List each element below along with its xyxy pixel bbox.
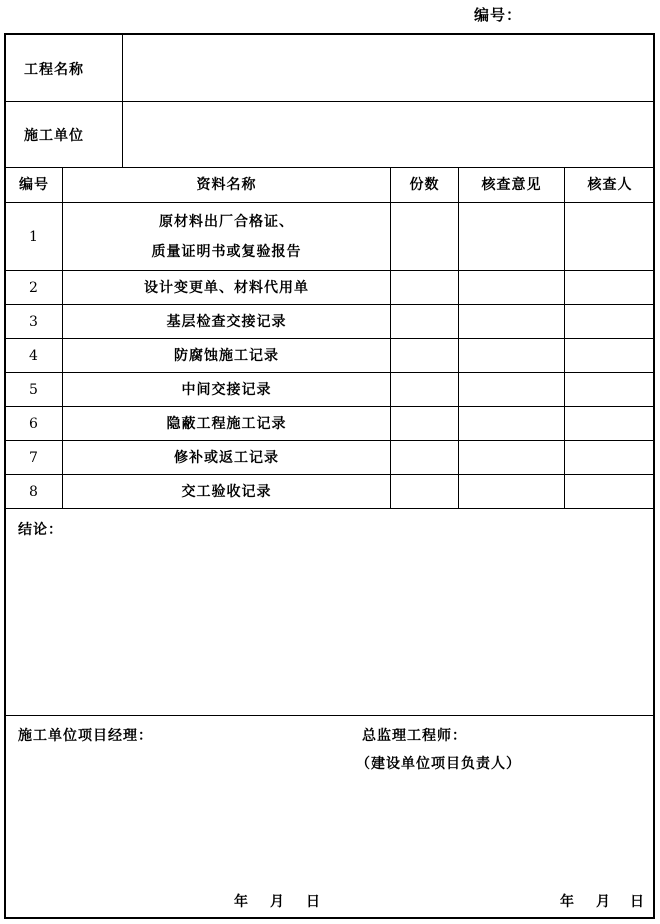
row-8-name: 交工验收记录 — [181, 483, 272, 500]
row-1-name — [63, 203, 390, 270]
row-2-no: 2 — [29, 279, 39, 296]
project-name-label: 工程名称 — [24, 62, 84, 78]
project-manager-label: 施工单位项目经理： — [18, 728, 153, 744]
row-3-name: 基层检查交接记录 — [166, 313, 287, 330]
row-6-name: 隐蔽工程施工记录 — [166, 415, 287, 432]
right-date-day: 日 — [630, 894, 645, 910]
row-7-name: 修补或返工记录 — [174, 449, 279, 466]
conclusion-label: 结论： — [18, 522, 63, 538]
header-copies: 份数 — [409, 177, 440, 193]
row-2-name: 设计变更单、材料代用单 — [144, 279, 309, 296]
row-6-no: 6 — [29, 415, 39, 432]
row-3-no: 3 — [29, 313, 39, 330]
right-date-year: 年 — [560, 894, 575, 910]
header-reviewer: 核查人 — [587, 177, 633, 193]
construction-unit-label: 施工单位 — [24, 128, 84, 144]
row-1-no: 1 — [29, 228, 39, 245]
project-name-value[interactable] — [124, 35, 655, 101]
left-date-month: 月 — [270, 894, 285, 910]
row-1-name-line2: 质量证明书或复验报告 — [151, 243, 302, 260]
row-4-name: 防腐蚀施工记录 — [174, 347, 279, 364]
conclusion-area[interactable] — [6, 509, 655, 715]
row-7-no: 7 — [29, 449, 39, 466]
construction-unit-value[interactable] — [124, 102, 655, 167]
row-5-name: 中间交接记录 — [181, 381, 272, 398]
row-8-no: 8 — [29, 483, 39, 500]
right-date-month: 月 — [596, 894, 611, 910]
row-5-no: 5 — [29, 381, 39, 398]
row-4-no: 4 — [29, 347, 39, 364]
divider — [6, 715, 653, 716]
left-date-day: 日 — [306, 894, 321, 910]
header-document-name: 资料名称 — [196, 177, 257, 193]
form-table — [4, 33, 655, 919]
header-review-opinion: 核查意见 — [481, 177, 542, 193]
row-1-name-line1: 原材料出厂合格证、 — [159, 213, 294, 230]
owner-representative-label: （建设单位项目负责人） — [356, 756, 521, 772]
header-no: 编号 — [19, 177, 49, 193]
serial-number-label: 编号： — [474, 6, 523, 24]
left-date-year: 年 — [234, 894, 249, 910]
chief-supervisor-label: 总监理工程师： — [362, 728, 467, 744]
